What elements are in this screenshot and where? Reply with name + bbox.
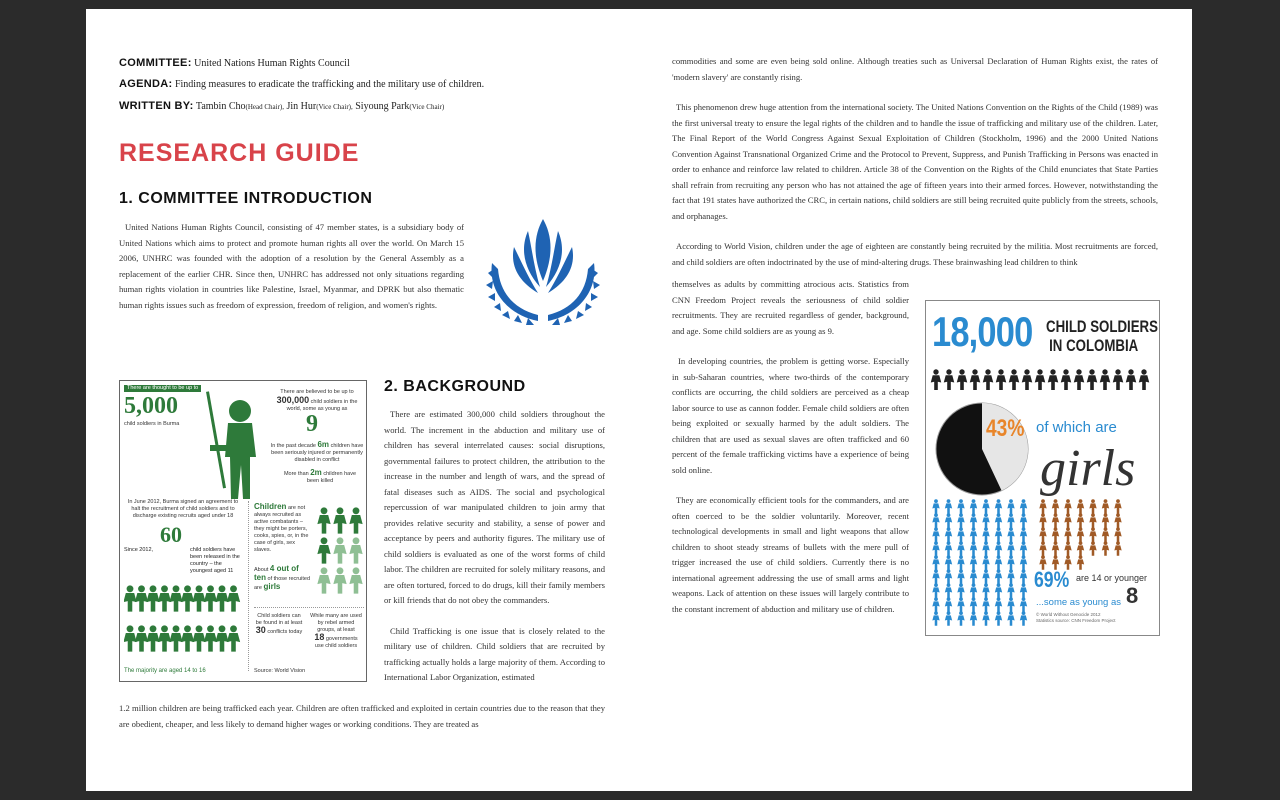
soldier-silhouette (983, 369, 994, 390)
child-figure-blue (945, 541, 952, 555)
child-figure-blue (970, 527, 977, 541)
agenda-line (119, 78, 484, 90)
soldier-silhouette (944, 369, 955, 390)
info-world: child soldiers in the world, some as young as (286, 399, 358, 412)
child-soldier-figure (135, 585, 148, 611)
child-figure-brown (1064, 513, 1071, 527)
child-figure-blue (957, 569, 964, 583)
info-govts: governments use child soldiers (314, 636, 358, 649)
child-figure-blue (957, 541, 964, 555)
section-2-heading: 2. BACKGROUND (384, 378, 526, 395)
soldier-silhouette (970, 369, 981, 390)
soldier-silhouettes-row-icon (930, 369, 1155, 393)
right-column-narrow (672, 277, 909, 617)
info-5000: 5,000 (124, 393, 178, 419)
child-figure-blue (982, 583, 989, 597)
info-believed: There are believed to be up to (280, 389, 354, 395)
child-figure-blue (970, 583, 977, 597)
soldier-silhouette (1100, 369, 1111, 390)
child-figure-blue (995, 513, 1002, 527)
child-figure-brown (1114, 527, 1121, 541)
agenda-label: AGENDA: (119, 78, 173, 90)
section-2-text-wide (119, 701, 605, 732)
child-figure-blue (970, 499, 977, 513)
child-figure-brown (1102, 541, 1109, 555)
child-soldier-figure (192, 585, 205, 611)
child-soldier-figure (204, 625, 217, 651)
child-figure-blue (932, 597, 939, 611)
child-figure-brown (1077, 555, 1084, 569)
soldier-silhouette (1035, 369, 1046, 390)
written-by-label: WRITTEN BY: (119, 100, 194, 112)
child-figure-blue (957, 611, 964, 625)
info2-girls: girls (1040, 440, 1136, 497)
written-by-line (119, 100, 444, 112)
child-figure-blue (982, 611, 989, 625)
child-figure-brown (1064, 527, 1071, 541)
info2-credit-2: Statistics source: CNN Freedom Project (1036, 618, 1116, 623)
info-2m: 2m (310, 468, 322, 477)
divider-2 (254, 607, 364, 608)
child-figure-brown (1114, 541, 1121, 555)
girl-figure (349, 507, 362, 533)
committee-line (119, 57, 350, 69)
info2-headline-1: CHILD SOLDIERS (1046, 317, 1158, 336)
child-figure-blue (957, 513, 964, 527)
child-figure-brown (1039, 513, 1046, 527)
child-figure-brown (1102, 513, 1109, 527)
child-figure-blue (1020, 569, 1027, 583)
info-while: While many are used by rebel armed groups, at least (310, 613, 362, 633)
info-children-text: are not always recruited as active combatants – they might be porters, cooks, spies, or, in the case of girls, sex slaves. (254, 505, 309, 553)
right-paragraph-5: They are economically efficient tools for the commanders, and are often coerced to be the soldier voluntarily. Moreover, recent technological developments in small and light weapons that allow children to shoot steady streams of bullets with the mere pull of trigger increased the use of child soldiers. Currently there is no international agreement addressing the use of small arms and light weapons. Lack of attention on these issues will largely contribute to the constant increment of abduction and military use of children. (672, 495, 909, 614)
child-figure-brown (1089, 499, 1096, 513)
child-figure-blue (995, 583, 1002, 597)
child-figure-blue (932, 541, 939, 555)
info-girls-block (254, 565, 312, 592)
info-source: Source: World Vision (254, 668, 306, 674)
child-figure-brown (1064, 541, 1071, 555)
child-figure-blue (957, 597, 964, 611)
child-figure-brown (1064, 499, 1071, 513)
child-figure-blue (970, 597, 977, 611)
info-conflicts-block (254, 613, 304, 636)
child-figure-brown (1039, 541, 1046, 555)
child-soldier-figure (146, 625, 159, 651)
child-figure-blue (1007, 597, 1014, 611)
info-four-of: 4 out of (269, 564, 299, 573)
child-soldier-figure (181, 585, 194, 611)
child-figure-blue (995, 597, 1002, 611)
info-children-block (254, 503, 312, 554)
child-figure-blue (970, 569, 977, 583)
child-figure-blue (1007, 499, 1014, 513)
girl-figure (333, 567, 346, 593)
soldier-silhouette (1087, 369, 1098, 390)
child-soldier-figure (227, 585, 240, 611)
info-6m: 6m (317, 440, 330, 449)
child-figure-brown (1114, 499, 1121, 513)
child-figure-blue (1007, 583, 1014, 597)
child-soldier-figure (169, 585, 182, 611)
child-soldier-figure (181, 625, 194, 651)
info2-pct43: 43% (986, 415, 1025, 442)
child-figure-blue (1020, 541, 1027, 555)
child-figure-brown (1039, 527, 1046, 541)
child-figure-blue (945, 611, 952, 625)
child-figure-blue (995, 527, 1002, 541)
info-since-2012: Since 2012, (124, 547, 154, 553)
section-2-text (384, 407, 605, 686)
right-paragraph-4: In developing countries, the problem is getting worse. Especially in sub-Saharan countries, where two-thirds of the contemporary conflicts are occurring, the child soldiers are perceived as a cheap labor source to use as cannon fodder. Female child soldiers are often being exploited or sexually harmed by the adult soldiers. The children that are used as sexual slaves are often trafficked and 60 percent of the female trafficking victims have a experience of being sold online. (672, 356, 909, 475)
info-injured (270, 441, 364, 464)
child-figure-brown (1052, 513, 1059, 527)
page-title: RESEARCH GUIDE (119, 139, 360, 167)
colombia-child-soldiers-infographic (925, 300, 1160, 636)
right-paragraph-1: commodities and some are even being sold online. Although treaties such as Universal Declaration of Human Rights exist, the rates of 'modern slavery' are constantly rising. (672, 56, 1158, 82)
child-soldier-figure (158, 585, 171, 611)
child-soldier-figure (215, 585, 228, 611)
soldier-silhouette (1061, 369, 1072, 390)
info-killed-text: children have been killed (306, 471, 357, 484)
author-1-role: (Head Chair), (245, 103, 284, 111)
section-2-paragraph-1: There are estimated 300,000 child soldiers throughout the world. The increment in the abduction and military use of children has several interrelated causes: social disruptions, governmental failures to protect children, the attribution to the increase in the number and length of wars, and the spread of fatal diseases such as AIDS. The social and psychological repercussion of war manipulated children to join army that provides relative security and stability, a sense of power and acceptance by peers and authority figures. The military use of child soldiers is evaluated as one of the worst forms of child labor. The children are recruited for solely military reasons, and are often tortured, forced to do drugs, kill their family members or kill friends that do not obey the commanders. (384, 409, 605, 605)
child-figure-blue (982, 597, 989, 611)
section-1-paragraph: United Nations Human Rights Council, consisting of 47 member states, is a subsidiary body of United Nations which aims to protect and promote human rights all over the world. On March 15 2006, UNHRC was founded with the adoption of a resolution by the General Assembly as a replacement of the earlier CHR. Since then, UNHRC has addressed not only situations regarding human rights violation in countries like Palestine, Israel, Myanmar, and DPRK but also thematic human rights issues such as freedom of expression, freedom of religion, and women's rights. (119, 222, 464, 310)
child-soldier-figure (169, 625, 182, 651)
soldier-silhouette (1113, 369, 1124, 390)
info-about: About (254, 567, 269, 573)
child-figure-blue (1020, 611, 1027, 625)
girl-figure (333, 537, 346, 563)
child-figure-blue (1020, 597, 1027, 611)
child-figure-blue (945, 555, 952, 569)
info-ten: ten (254, 573, 266, 582)
child-figure-blue (1020, 499, 1027, 513)
child-figure-blue (945, 569, 952, 583)
section-1-text (119, 220, 464, 313)
child-figure-brown (1089, 541, 1096, 555)
child-figure-blue (932, 513, 939, 527)
child-soldier-silhouette-icon (200, 387, 270, 505)
child-figure-blue (982, 555, 989, 569)
info2-eight: 8 (1126, 583, 1139, 608)
child-figure-blue (982, 527, 989, 541)
right-column-text (672, 54, 1158, 270)
info-thought: There are thought to be up to (124, 385, 201, 392)
child-figure-brown (1052, 499, 1059, 513)
child-soldier-figure (215, 625, 228, 651)
child-figure-blue (970, 555, 977, 569)
child-soldier-figure (204, 585, 217, 611)
right-paragraph-3: According to World Vision, children under the age of eighteen are constantly being recruited by the militia. Most recruitments are forced, and child soldiers are often indoctrinated by the use of mind-altering drugs. These brainwashing lead children to think (672, 241, 1158, 267)
child-figure-blue (970, 513, 977, 527)
info-eighteen: 18 (314, 632, 325, 642)
info-released: child soldiers have been released in the country – the youngest aged 11 (190, 547, 240, 574)
info2-credit-1: © World Without Genocide 2012 (1036, 612, 1101, 617)
soldier-silhouette (996, 369, 1007, 390)
soldier-silhouette (1048, 369, 1059, 390)
child-soldier-figure (158, 625, 171, 651)
soldier-silhouette (1074, 369, 1085, 390)
child-soldier-figure (124, 585, 137, 611)
child-figure-blue (1020, 513, 1027, 527)
child-figure-blue (995, 569, 1002, 583)
child-figure-blue (945, 583, 952, 597)
right-paragraph-3-cont: themselves as adults by committing atrocious acts. Statistics from CNN Freedom Project reveals the seriousness of child soldier recruitments. They are recruited regardless of gender, background, and age. Some child soldiers are as young as 9. (672, 279, 909, 336)
child-figure-brown (1052, 527, 1059, 541)
child-figure-brown (1089, 513, 1096, 527)
girl-figure (333, 507, 346, 533)
child-figure-blue (932, 569, 939, 583)
author-2-role: (Vice Chair), (316, 103, 353, 111)
child-figure-brown (1077, 513, 1084, 527)
child-figure-blue (932, 611, 939, 625)
info2-which-are: of which are (1036, 419, 1117, 436)
info-govts-block (310, 613, 362, 650)
child-soldier-figure (135, 625, 148, 651)
child-figure-blue (1020, 555, 1027, 569)
soldier-silhouette (931, 369, 942, 390)
divider (248, 501, 249, 671)
child-figure-blue (957, 555, 964, 569)
info2-pct69: 69% (1034, 567, 1070, 592)
child-figure-blue (970, 611, 977, 625)
girl-figure (349, 567, 362, 593)
child-figure-blue (1007, 555, 1014, 569)
child-figure-blue (982, 569, 989, 583)
child-figure-brown (1102, 499, 1109, 513)
child-figure-blue (995, 611, 1002, 625)
child-figure-brown (1077, 527, 1084, 541)
child-figure-brown (1077, 499, 1084, 513)
child-soldier-figure (146, 585, 159, 611)
child-figure-blue (982, 541, 989, 555)
child-figure-blue (945, 513, 952, 527)
info-found: Child soldiers can be found in at least (255, 613, 303, 626)
un-human-rights-emblem-icon (482, 211, 604, 331)
author-3: Siyoung Park (355, 101, 410, 112)
child-figure-brown (1114, 513, 1121, 527)
child-figures-icon (124, 575, 244, 671)
info2-younger: are 14 or younger (1076, 573, 1148, 583)
info-burma-2012: In June 2012, Burma signed an agreement to halt the recruitment of child soldiers and to discharge existing recruits aged under 18 (127, 499, 239, 519)
child-figure-blue (995, 555, 1002, 569)
girl-figure (317, 567, 330, 593)
child-figure-blue (982, 499, 989, 513)
child-figure-blue (957, 527, 964, 541)
info-majority: The majority are aged 14 to 16 (124, 668, 206, 674)
info2-big-number: 18,000 (932, 308, 1033, 355)
child-figure-blue (995, 499, 1002, 513)
info-thirty: 30 (255, 625, 266, 635)
soldier-silhouette (957, 369, 968, 390)
author-1: Tambin Cho (195, 101, 246, 112)
section-1-heading: 1. COMMITTEE INTRODUCTION (119, 190, 373, 207)
section-2-paragraph-2: Child Trafficking is one issue that is closely related to the military use of children. Child soldiers that are recruited by trafficking actually holds a large majority of them. According to International Labor Organization, estimated (384, 625, 605, 682)
author-2: Jin Hur (286, 101, 317, 112)
child-figure-brown (1102, 527, 1109, 541)
child-figure-blue (945, 527, 952, 541)
info-sixty: 60 (160, 522, 182, 547)
info2-headline (1046, 317, 1158, 355)
info-decade-post: children have been seriously injured or permanently disabled in conflict (271, 443, 364, 463)
soldier-silhouette (1022, 369, 1033, 390)
child-figure-blue (982, 513, 989, 527)
girl-figure (317, 537, 330, 563)
child-figure-blue (945, 597, 952, 611)
child-figure-brown (1089, 527, 1096, 541)
info-killed (280, 469, 360, 485)
child-figure-brown (1052, 541, 1059, 555)
info2-credits (1036, 612, 1116, 624)
info2-young-as: ...some as young as (1036, 597, 1122, 608)
child-figure-brown (1039, 499, 1046, 513)
child-soldier-figure (192, 625, 205, 651)
child-soldier-figure (124, 625, 137, 651)
soldier-silhouette (1126, 369, 1137, 390)
info-burma: child soldiers in Burma (124, 421, 180, 427)
child-figure-blue (932, 555, 939, 569)
girl-figure (317, 507, 330, 533)
girl-figure (349, 537, 362, 563)
child-figure-blue (1020, 583, 1027, 597)
child-figure-blue (970, 541, 977, 555)
child-figure-blue (932, 583, 939, 597)
child-figure-blue (957, 499, 964, 513)
info-children-heading: Children (254, 502, 287, 511)
child-figure-blue (1020, 527, 1027, 541)
child-figure-blue (932, 499, 939, 513)
child-figure-blue (932, 527, 939, 541)
right-paragraph-2: This phenomenon drew huge attention from the international society. The United Nations Convention on the Rights of the Child (1989) was the first universal treaty to ensure the legal rights of the children and to handle the issue of trafficking and military use of the children. Later, The Final Report of the World Congress Against Sexual Exploitation of Children (Stockholm, 1996) and the 2000 United Nations Convention Against Transnational Organized Crime and the Protocol to Prevent, Suppress, and Punish Trafficking in Persons was enacted in order to enhance and reinforce law related to children. Article 38 of the Convention on the Rights of the Child enunciates that State Parties shall refrain from recruiting any person who has not attained the age of fifteen years into their armed forces. However, notwithstanding the fact that 191 states have authorized the CRC, in certain nations, child soldiers are still being recruited quite publicly from the streets, schools, and orphanages. (672, 102, 1158, 221)
child-figure-brown (1077, 541, 1084, 555)
child-soldiers-infographic (119, 380, 367, 682)
info-conflicts: conflicts today (267, 629, 303, 635)
child-figure-blue (1007, 541, 1014, 555)
girls-figures-icon (316, 505, 364, 599)
agenda-value: Finding measures to eradicate the trafficking and the military use of children. (174, 79, 485, 90)
info-those: of those recruited are (254, 576, 311, 591)
soldier-silhouette (1139, 369, 1150, 390)
child-figure-blue (1007, 527, 1014, 541)
child-figure-blue (957, 583, 964, 597)
soldier-silhouette (1009, 369, 1020, 390)
child-figure-blue (995, 541, 1002, 555)
info-300k: 300,000 (276, 395, 310, 405)
author-3-role: (Vice Chair) (409, 103, 445, 111)
document-page (86, 9, 1192, 791)
section-2-paragraph-2-cont: 1.2 million children are being trafficked each year. Children are often trafficked and exploited in certain countries due to the reason that they are obedient, cheaper, and less likely to demand higher wages or working conditions. They are treated as (119, 703, 605, 729)
info-decade-pre: In the past decade (270, 443, 316, 449)
info-nine: 9 (306, 411, 318, 437)
info-girls: girls (263, 582, 281, 591)
info2-headline-2: IN COLOMBIA (1049, 336, 1139, 355)
committee-label: COMMITTEE: (119, 57, 192, 69)
child-figure-blue (1007, 513, 1014, 527)
child-soldier-figure (227, 625, 240, 651)
info-more-than: More than (283, 471, 309, 477)
child-figure-blue (1007, 611, 1014, 625)
child-figure-blue (1007, 569, 1014, 583)
child-figure-blue (945, 499, 952, 513)
committee-value: United Nations Human Rights Council (194, 58, 350, 69)
